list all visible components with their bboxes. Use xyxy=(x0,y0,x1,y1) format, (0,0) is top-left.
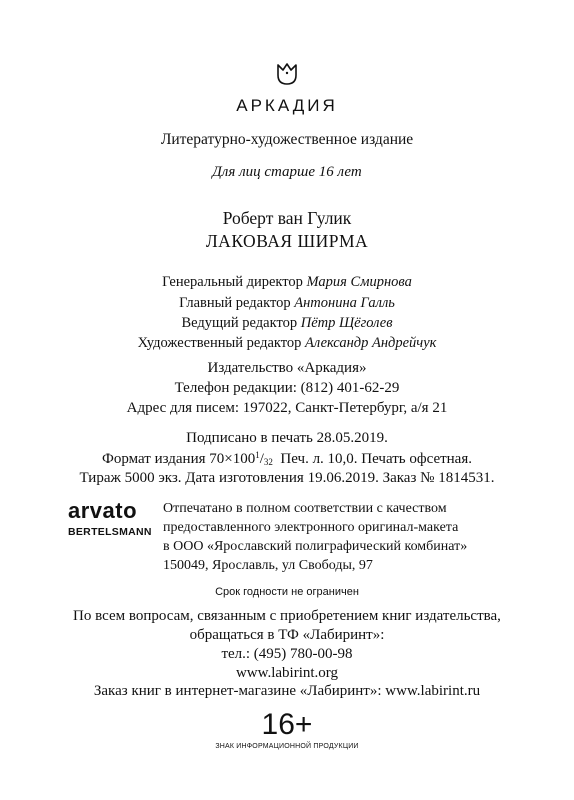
staff-name: Александр Андрейчук xyxy=(305,335,437,351)
contact-line: обращаться в ТФ «Лабиринт»: xyxy=(189,627,385,643)
staff-name: Антонина Галль xyxy=(294,295,395,311)
age-notice: Для лиц старше 16 лет xyxy=(212,164,362,180)
staff-line-lead-editor xyxy=(0,315,574,332)
book-title: ЛАКОВАЯ ШИРМА xyxy=(205,231,369,251)
staff-name: Мария Смирнова xyxy=(306,274,412,290)
author-name: Роберт ван Гулик xyxy=(222,208,352,228)
contact-phone: тел.: (495) 780-00-98 xyxy=(221,646,353,662)
age-rating-note: ЗНАК ИНФОРМАЦИОННОЙ ПРОДУКЦИИ xyxy=(215,743,359,750)
genre-line: Литературно-художественное издание xyxy=(160,131,414,148)
publisher-phone: Телефон редакции: (812) 401-62-29 xyxy=(174,380,400,396)
staff-line-director xyxy=(0,274,574,291)
staff-role: Главный редактор xyxy=(179,295,291,311)
publisher-name: Издательство «Аркадия» xyxy=(207,360,367,376)
staff-line-chief-editor xyxy=(0,295,574,312)
publisher-address: Адрес для писем: 197022, Санкт-Петербург, а/я 21 xyxy=(126,400,448,416)
staff-role: Ведущий редактор xyxy=(181,315,298,331)
age-rating-badge: 16+ xyxy=(261,708,313,741)
printer-logo xyxy=(68,500,152,538)
shelf-life: Срок годности не ограничен xyxy=(215,586,359,598)
printer-text-line: в ООО «Ярославский полиграфический комбинат» xyxy=(163,539,468,554)
format-line: Формат издания $70\times 100^1/_{32}$ Печ. л. 10,0. Печать офсетная. xyxy=(102,450,472,467)
contact-line: По всем вопросам, связанным с приобретением книг издательства, xyxy=(73,608,501,624)
printer-text-line: Отпечатано в полном соответствии с качеством xyxy=(163,501,447,516)
crown-bird-logo-icon xyxy=(272,58,302,88)
staff-role: Художественный редактор xyxy=(137,335,302,351)
staff-role: Генеральный директор xyxy=(162,274,303,290)
staff-name: Пётр Щёголев xyxy=(300,315,393,331)
printer-logo-sub: BERTELSMANN xyxy=(68,526,152,538)
printer-text-line: 150049, Ярославль, ул Свободы, 97 xyxy=(163,558,373,573)
printer-logo-word: arvato xyxy=(68,498,138,523)
printer-text-line: предоставленного электронного оригинал-макета xyxy=(163,520,459,535)
signed-date: Подписано в печать 28.05.2019. xyxy=(186,430,388,446)
printer-text xyxy=(163,499,467,575)
publisher-logo-name: АРКАДИЯ xyxy=(236,96,338,115)
contact-shop-line[interactable]: Заказ книг в интернет-магазине «Лабиринт»: www.labirint.ru xyxy=(93,683,481,699)
contact-website[interactable]: www.labirint.org xyxy=(235,665,339,681)
print-run-line: Тираж 5000 экз. Дата изготовления 19.06.2019. Заказ № 1814531. xyxy=(79,470,495,486)
staff-line-art-editor xyxy=(0,335,574,352)
